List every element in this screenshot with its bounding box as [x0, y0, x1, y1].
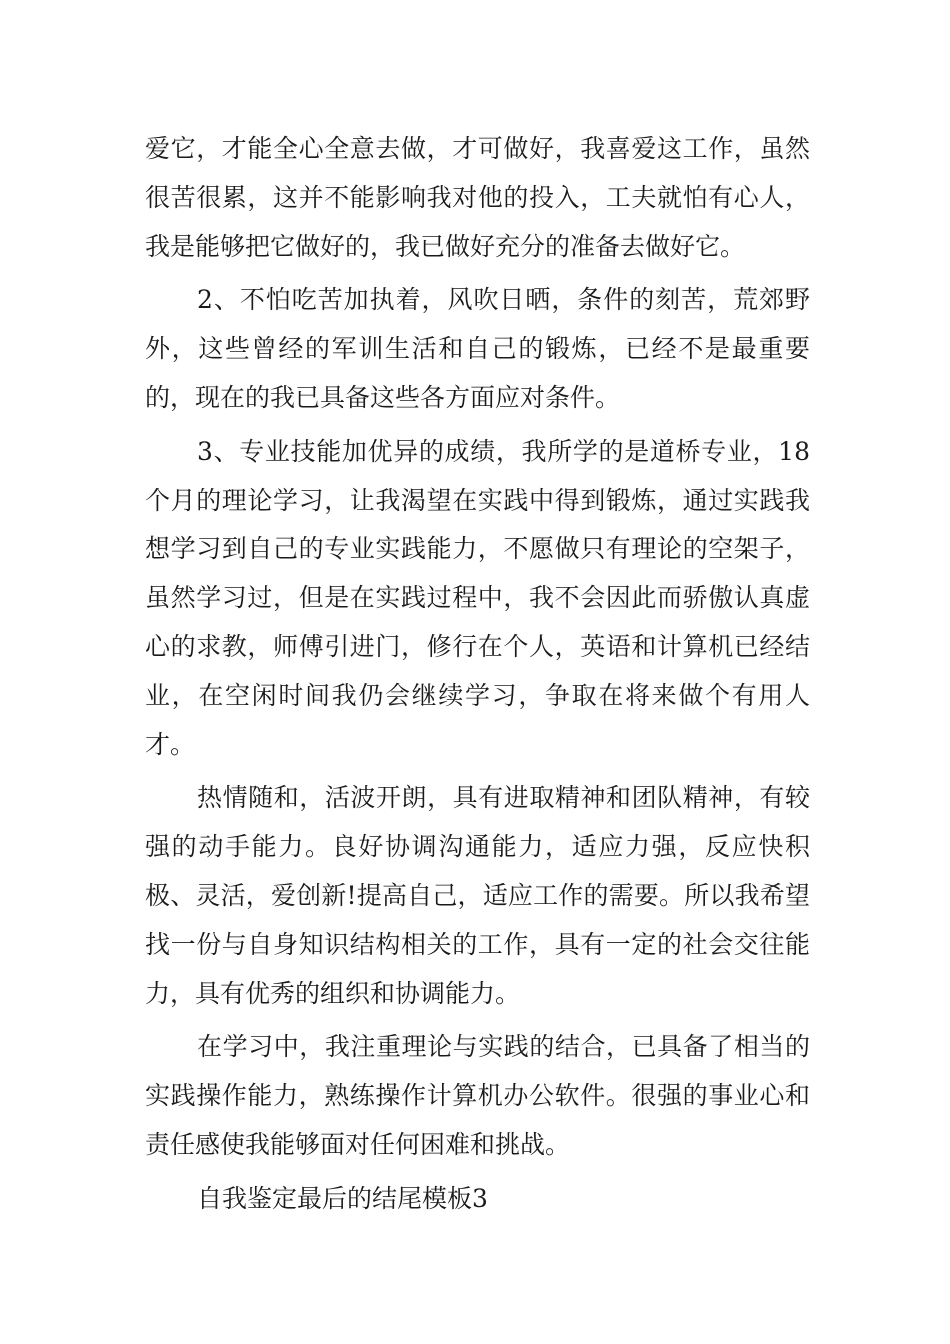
document-body: [145, 125, 810, 1224]
paragraph-2: 2、不怕吃苦加执着，风吹日晒，条件的刻苦，荒郊野外，这些曾经的军训生活和自己的锻炼，已经不是最重要的，现在的我已具备这些各方面应对条件。: [145, 285, 810, 412]
paragraph-3: 3、专业技能加优异的成绩，我所学的是道桥专业，18个月的理论学习，让我渴望在实践中得到锻炼，通过实践我想学习到自己的专业实践能力，不愿做只有理论的空架子，虽然学习过，但是在实践过程中，我不会因此而骄傲认真虚心的求教，师傅引进门，修行在个人，英语和计算机已经结业，在空闲时间我仍会继续学习，争取在将来做个有用人才。: [145, 436, 810, 759]
paragraph-4: 热情随和，活波开朗，具有进取精神和团队精神，有较强的动手能力。良好协调沟通能力，适应力强，反应快积极、灵活，爱创新!提高自己，适应工作的需要。所以我希望找一份与自身知识结构相关的工作，具有一定的社会交往能力，具有优秀的组织和协调能力。: [145, 783, 810, 1008]
paragraph-5: 在学习中，我注重理论与实践的结合，已具备了相当的实践操作能力，熟练操作计算机办公软件。很强的事业心和责任感使我能够面对任何困难和挑战。: [145, 1032, 810, 1159]
paragraph-1: 爱它，才能全心全意去做，才可做好，我喜爱这工作，虽然很苦很累，这并不能影响我对他的投入，工夫就怕有心人，我是能够把它做好的，我已做好充分的准备去做好它。: [145, 134, 810, 261]
section-title: 自我鉴定最后的结尾模板3: [197, 1183, 488, 1213]
